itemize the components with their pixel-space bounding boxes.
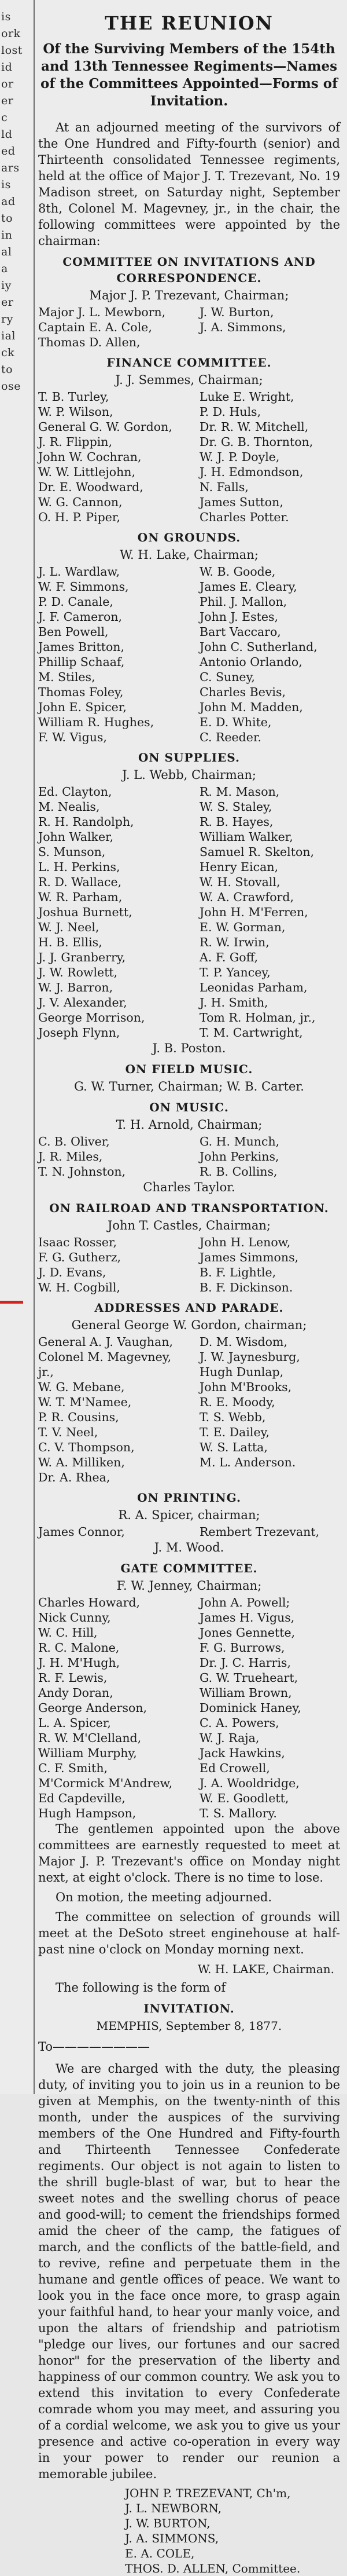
member-name: Dr. J. C. Harris, xyxy=(200,1656,291,1670)
committee-title: ON RAILROAD AND TRANSPORTATION. xyxy=(49,1201,329,1215)
member-name: Jack Hawkins, xyxy=(200,1746,285,1760)
member-name: C. B. Oliver, xyxy=(38,1135,110,1148)
member-name: James H. Vigus, xyxy=(200,1611,295,1624)
adjourn-paragraph: On motion, the meeting adjourned. xyxy=(56,1890,272,1904)
member-column-left xyxy=(38,305,189,350)
committee-chair: General George W. Gordon, chairman; xyxy=(71,1318,307,1332)
signature-line: J. A. SIMMONS, xyxy=(125,2531,219,2545)
left-fragment: ck xyxy=(1,346,15,359)
member-name: J. R. Miles, xyxy=(38,1150,103,1163)
member-name: W. W. Littlejohn, xyxy=(38,465,135,479)
member-name: J. L. Wardlaw, xyxy=(38,565,120,579)
member-name: P. D. Huls, xyxy=(200,405,261,419)
member-name: B. F. Lightle, xyxy=(200,1265,276,1279)
member-name: R. D. Wallace, xyxy=(38,875,122,889)
member-name: T. V. Neel, xyxy=(38,1425,98,1439)
signoff: W. H. LAKE, Chairman. xyxy=(197,1962,334,1976)
member-name: R. W. Irwin, xyxy=(200,935,270,949)
left-fragment: is xyxy=(1,10,11,23)
member-column-right xyxy=(189,305,340,350)
left-fragment: a xyxy=(1,262,8,275)
committee-title: ON SUPPLIES. xyxy=(138,751,240,764)
member-name: John W. Cochran, xyxy=(38,450,142,464)
member-name: John H. M'Ferren, xyxy=(200,905,308,919)
member-name-centered: Charles Taylor. xyxy=(143,1180,235,1194)
left-fragment: ry xyxy=(1,313,13,325)
member-column-right xyxy=(189,564,340,745)
member-name: J. W. Jaynesburg, xyxy=(200,1350,300,1364)
member-name: Andy Doran, xyxy=(38,1686,113,1700)
member-columns xyxy=(38,1134,340,1179)
left-fragment: or xyxy=(1,78,14,90)
member-columns xyxy=(38,1235,340,1295)
member-name: John J. Estes, xyxy=(200,610,279,624)
committee-title: ON GROUNDS. xyxy=(137,530,241,544)
committee-section xyxy=(38,254,340,350)
member-name-centered: J. B. Poston. xyxy=(152,1041,226,1055)
member-name: W. S. Latta, xyxy=(200,1440,268,1454)
committee-title: ON FIELD MUSIC. xyxy=(125,1062,253,1076)
member-name: E. W. Gorman, xyxy=(200,920,286,934)
committee-title: FINANCE COMMITTEE. xyxy=(106,356,272,369)
member-columns xyxy=(38,1334,340,1485)
member-name: Ed Crowell, xyxy=(200,1761,270,1775)
member-column-right xyxy=(189,1524,340,1539)
member-name: W. F. Simmons, xyxy=(38,580,129,594)
member-column-left xyxy=(38,389,189,525)
member-name: W. J. P. Doyle, xyxy=(200,450,280,464)
member-name: E. D. White, xyxy=(200,715,272,729)
signature-line: J. W. BURTON, xyxy=(125,2516,211,2530)
committee-section xyxy=(38,1300,340,1485)
member-name: James Connor, xyxy=(38,1525,125,1539)
left-fragment: er xyxy=(1,94,14,107)
member-column-left xyxy=(38,784,189,1040)
member-name: Antonio Orlando, xyxy=(200,655,302,669)
member-name: Dr. E. Woodward, xyxy=(38,480,143,494)
left-fragment: ars xyxy=(1,162,20,174)
left-fragment: ial xyxy=(1,330,16,342)
member-name: W. R. Parham, xyxy=(38,890,123,904)
left-fragment: c xyxy=(1,111,8,124)
member-column-left xyxy=(38,1334,189,1485)
member-name: James Sutton, xyxy=(200,495,283,509)
committee-section xyxy=(38,1490,340,1556)
member-columns xyxy=(38,389,340,525)
member-name: Jones Gennette, xyxy=(200,1626,296,1640)
member-name: J. H. M'Hugh, xyxy=(38,1656,120,1670)
member-name: R. F. Lewis, xyxy=(38,1671,108,1685)
form-line: The following is the form of xyxy=(56,1981,226,1995)
committee-chair: John T. Castles, Chairman; xyxy=(107,1219,271,1232)
member-name: J. W. Burton, xyxy=(200,305,274,319)
member-name: T. M. Cartwright, xyxy=(200,1026,303,1040)
member-columns xyxy=(38,1524,340,1539)
left-fragment: lost xyxy=(1,44,23,57)
member-name: John A. Powell; xyxy=(200,1596,290,1609)
member-column-right xyxy=(189,784,340,1040)
member-name: John Walker, xyxy=(38,830,114,844)
member-name: Captain E. A. Cole, xyxy=(38,320,152,334)
committee-section xyxy=(38,1560,340,1821)
member-name: G. H. Munch, xyxy=(200,1135,280,1148)
signature-block xyxy=(125,2486,340,2576)
member-name: John M'Brooks, xyxy=(200,1380,292,1394)
committee-title: COMMITTEE ON INVITATIONS AND CORRESPONDENCE. xyxy=(62,255,316,285)
member-name: R. B. Hayes, xyxy=(200,815,274,829)
article-title: THE REUNION xyxy=(105,12,274,34)
member-name: William Walker, xyxy=(200,830,293,844)
member-name: D. M. Wisdom, xyxy=(200,1335,287,1349)
left-fragment: to xyxy=(1,212,13,225)
member-name: L. H. Perkins, xyxy=(38,860,120,874)
member-name: P. D. Canale, xyxy=(38,595,113,609)
member-column-right xyxy=(189,1334,340,1485)
committee-section xyxy=(38,749,340,1056)
member-column-right xyxy=(189,1595,340,1821)
member-name: Henry Eican, xyxy=(200,860,279,874)
member-name: F. W. Vigus, xyxy=(38,730,107,744)
left-fragment: id xyxy=(1,61,13,74)
notice-paragraph: The gentlemen appointed upon the above committees are earnestly requested to meet at Major J. P. Trezevant's office on Monday night next, at eight o'clock. There is no time to lose. xyxy=(38,1822,340,1885)
member-name: Hugh Hampson, xyxy=(38,1806,136,1820)
invitation-body: We are charged with the duty, the pleasing duty, of inviting you to join us in a reunion to be given at Memphis, on the twenty-ninth of this month, under the auspices of the surviving members of the One Hundred and Fifty-fourth and Thirteenth Tennessee Confederate regiments. Our object is not again to listen to the shrill bugle-blast of war, but to hear the sweet notes and the swelling chorus of peace and good-will; to cement the friendships formed amid the cheer of the camp, the fatigues of march, and the conflicts of the battle-field, and to revive, refine and perpetuate them in the humane and gentle offices of peace. We want to look you in the face once more, to grasp again your faithful hand, to hear your manly voice, and upon the altars of friendship and patriotism "pledge our lives, our fortunes and our sacred honor" for the preservation of the liberty and happiness of our common country. We ask you to extend this invitation to every Confederate comrade whom you may meet, and assuring you of a cordial welcome, we ask you to give us your presence and active co-operation in every way in your power to render our reunion a memorable jubilee. xyxy=(38,2062,340,2481)
member-name: Thomas D. Allen, xyxy=(38,335,141,349)
member-name: Colonel M. Magevney, jr., xyxy=(38,1350,172,1379)
member-columns xyxy=(38,784,340,1040)
member-name: William Brown, xyxy=(200,1686,292,1700)
member-name: P. R. Cousins, xyxy=(38,1410,119,1424)
member-name: R. W. M'Clelland, xyxy=(38,1731,142,1745)
member-name: W. G. Cannon, xyxy=(38,495,123,509)
member-name: R. H. Randolph, xyxy=(38,815,134,829)
member-name: General A. J. Vaughan, xyxy=(38,1335,174,1349)
committee-chair: J. J. Semmes, Chairman; xyxy=(115,373,263,387)
member-name: M. Nealis, xyxy=(38,800,100,814)
member-name: W. P. Wilson, xyxy=(38,405,113,419)
member-name: C. Reeder. xyxy=(200,730,262,744)
member-name: Dr. G. B. Thornton, xyxy=(200,435,313,449)
member-name: W. T. M'Namee, xyxy=(38,1395,132,1409)
member-name: Ed Capdeville, xyxy=(38,1791,125,1805)
member-name: J. V. Alexander, xyxy=(38,996,127,1009)
member-name: James Britton, xyxy=(38,640,125,654)
member-name: John Perkins, xyxy=(200,1150,279,1163)
member-name: Joshua Burnett, xyxy=(38,905,132,919)
member-name: T. E. Dailey, xyxy=(200,1425,270,1439)
member-name: William Murphy, xyxy=(38,1746,137,1760)
signature-line: J. L. NEWBORN, xyxy=(125,2501,222,2515)
member-name: W. H. Cogbill, xyxy=(38,1280,120,1294)
member-column-left xyxy=(38,1524,189,1539)
member-name: James Simmons, xyxy=(200,1250,299,1264)
member-name: Thomas Foley, xyxy=(38,685,124,699)
member-name: General G. W. Gordon, xyxy=(38,420,172,434)
left-fragment: ad xyxy=(1,195,16,208)
member-name: W. J. Barron, xyxy=(38,980,113,994)
member-name-centered: J. M. Wood. xyxy=(154,1541,224,1554)
member-column-right xyxy=(189,389,340,525)
member-name: T. P. Yancey, xyxy=(200,965,271,979)
member-name: W. S. Staley, xyxy=(200,800,272,814)
dateline: MEMPHIS, September 8, 1877. xyxy=(96,2019,282,2033)
signature-line: THOS. D. ALLEN, Committee. xyxy=(125,2562,301,2575)
member-column-left xyxy=(38,1595,189,1821)
member-name: T. S. Mallory. xyxy=(200,1806,277,1820)
article-subheading: Of the Surviving Members of the 154th and 13th Tennessee Regiments—Names of the Committees Appointed—Forms of Invitation. xyxy=(40,41,338,109)
red-marker xyxy=(0,1301,23,1304)
member-column-right xyxy=(189,1134,340,1179)
committee-section xyxy=(38,1061,340,1095)
member-name: John M. Madden, xyxy=(200,700,303,714)
member-column-left xyxy=(38,1235,189,1295)
committee-section xyxy=(38,1099,340,1195)
member-name: W. A. Crawford, xyxy=(200,890,294,904)
member-column-right xyxy=(189,1235,340,1295)
left-fragment: ed xyxy=(1,145,16,158)
member-name: John C. Sutherland, xyxy=(200,640,318,654)
member-name: B. F. Dickinson. xyxy=(200,1280,293,1294)
committee-chair: R. A. Spicer, chairman; xyxy=(118,1508,260,1522)
committee-list xyxy=(38,254,340,1821)
member-name: Dr. R. W. Mitchell, xyxy=(200,420,309,434)
member-name: Isaac Rosser, xyxy=(38,1235,117,1249)
member-name: John H. Lenow, xyxy=(200,1235,291,1249)
member-name: Luke E. Wright, xyxy=(200,390,294,404)
member-name: M'Cormick M'Andrew, xyxy=(38,1776,173,1790)
committee-title: ADDRESSES AND PARADE. xyxy=(94,1301,284,1315)
member-name: M. Stiles, xyxy=(38,670,95,684)
committee-section xyxy=(38,354,340,525)
member-columns xyxy=(38,1595,340,1821)
member-column-left xyxy=(38,564,189,745)
left-fragment: er xyxy=(1,296,14,309)
member-name: J. A. Wooldridge, xyxy=(200,1776,300,1790)
committee-title: ON MUSIC. xyxy=(149,1100,229,1114)
member-name: N. Falls, xyxy=(200,480,249,494)
committee-section xyxy=(38,529,340,745)
member-name: Dominick Haney, xyxy=(200,1701,301,1715)
left-fragment: iy xyxy=(1,279,12,292)
committee-chair: T. H. Arnold, Chairman; xyxy=(116,1118,263,1132)
member-name: J. F. Cameron, xyxy=(38,610,123,624)
left-fragment: to xyxy=(1,363,13,376)
member-name: J. D. Evans, xyxy=(38,1265,106,1279)
member-columns xyxy=(38,305,340,350)
column-rule xyxy=(34,0,35,2094)
member-name: W. H. Stovall, xyxy=(200,875,280,889)
member-name: S. Munson, xyxy=(38,845,106,859)
member-name: R. C. Malone, xyxy=(38,1641,120,1655)
member-name: Dr. A. Rhea, xyxy=(38,1470,110,1484)
member-name: W. C. Hill, xyxy=(38,1626,98,1640)
member-name: C. A. Powers, xyxy=(200,1716,279,1730)
member-name: W. J. Raja, xyxy=(200,1731,260,1745)
member-name: C. F. Smith, xyxy=(38,1761,108,1775)
member-name: J. W. Rowlett, xyxy=(38,965,118,979)
member-name: Charles Howard, xyxy=(38,1596,141,1609)
member-name: John E. Spicer, xyxy=(38,700,127,714)
left-fragment: is xyxy=(1,178,11,191)
committee-chair: F. W. Jenney, Chairman; xyxy=(116,1579,262,1593)
left-fragment: ork xyxy=(1,27,21,40)
member-name: F. G. Burrows, xyxy=(200,1641,285,1655)
member-name: Hugh Dunlap, xyxy=(200,1365,284,1379)
member-name: J. A. Simmons, xyxy=(200,320,286,334)
member-name: R. B. Collins, xyxy=(200,1165,278,1179)
member-name: George Anderson, xyxy=(38,1701,147,1715)
signature-line: JOHN P. TREZEVANT, Ch'm, xyxy=(125,2486,291,2500)
to-line: To———————— xyxy=(38,2040,150,2054)
member-name: W. E. Goodlett, xyxy=(200,1791,289,1805)
grounds-paragraph: The committee on selection of grounds will meet at the DeSoto street enginehouse at half-past nine o'clock on Monday morning next. xyxy=(38,1910,340,1956)
member-name: W. B. Goode, xyxy=(200,565,276,579)
member-name: William R. Hughes, xyxy=(38,715,154,729)
member-name: C. V. Thompson, xyxy=(38,1440,135,1454)
member-name: J. R. Flippin, xyxy=(38,435,112,449)
member-name: Charles Potter. xyxy=(200,510,289,524)
member-name: George Morrison, xyxy=(38,1011,145,1024)
left-fragment: in xyxy=(1,229,13,241)
member-name: Rembert Trezevant, xyxy=(200,1525,320,1539)
member-name: F. G. Gutherz, xyxy=(38,1250,121,1264)
member-name: L. A. Spicer, xyxy=(38,1716,111,1730)
member-name: J. H. Edmondson, xyxy=(200,465,304,479)
left-fragment: ose xyxy=(1,380,21,393)
member-name: T. N. Johnston, xyxy=(38,1165,126,1179)
signature-line: E. A. COLE, xyxy=(125,2546,195,2560)
member-name: W. A. Milliken, xyxy=(38,1455,125,1469)
intro-paragraph: At an adjourned meeting of the survivors of the One Hundred and Fifty-fourth (senior) and Thirteenth consolidated Tennessee regiments, held at the office of Major J. T. Trezevant, No. 19 Madison street, on Saturday night, September 8th, Colonel M. Magevney, jr., in the chair, the following committees were appointed by the chairman: xyxy=(38,120,340,248)
left-fragment: al xyxy=(1,246,12,258)
member-name: J. H. Smith, xyxy=(200,996,268,1009)
member-name: Tom R. Holman, jr., xyxy=(200,1011,316,1024)
member-name: James E. Cleary, xyxy=(200,580,297,594)
member-column-left xyxy=(38,1134,189,1179)
member-name: W. G. Mebane, xyxy=(38,1380,125,1394)
member-name: R. M. Mason, xyxy=(200,785,280,799)
left-column-fragments xyxy=(0,0,34,2094)
left-fragment: ld xyxy=(1,128,13,141)
member-name: H. B. Ellis, xyxy=(38,935,102,949)
member-name: Leonidas Parham, xyxy=(200,980,308,994)
member-name: T. B. Turley, xyxy=(38,390,109,404)
member-name: Charles Bevis, xyxy=(200,685,286,699)
member-name: T. S. Webb, xyxy=(200,1410,266,1424)
member-name: Bart Vaccaro, xyxy=(200,625,281,639)
member-name: Joseph Flynn, xyxy=(38,1026,120,1040)
member-name: G. W. Trueheart, xyxy=(200,1671,298,1685)
committee-chair: W. H. Lake, Chairman; xyxy=(120,548,259,562)
member-name: Ed. Clayton, xyxy=(38,785,112,799)
member-name: O. H. P. Piper, xyxy=(38,510,120,524)
committee-chair: Major J. P. Trezevant, Chairman; xyxy=(89,288,289,302)
member-name: C. Suney, xyxy=(200,670,255,684)
member-name: M. L. Anderson. xyxy=(200,1455,296,1469)
member-name: Major J. L. Mewborn, xyxy=(38,305,166,319)
member-name: Phillip Schaaf, xyxy=(38,655,125,669)
member-name: Nick Cunny, xyxy=(38,1611,111,1624)
committee-chair: J. L. Webb, Chairman; xyxy=(122,768,256,782)
member-name: W. J. Neel, xyxy=(38,920,99,934)
member-name: J. J. Granberry, xyxy=(38,950,126,964)
invitation-heading: INVITATION. xyxy=(143,2001,235,2015)
member-name: R. E. Moody, xyxy=(200,1395,275,1409)
committee-title: GATE COMMITTEE. xyxy=(120,1561,258,1575)
member-name: Ben Powell, xyxy=(38,625,109,639)
member-name: Phil. J. Mallon, xyxy=(200,595,287,609)
member-columns xyxy=(38,564,340,745)
committee-inline: G. W. Turner, Chairman; W. B. Carter. xyxy=(74,1080,304,1093)
committee-section xyxy=(38,1200,340,1295)
committee-title: ON PRINTING. xyxy=(137,1491,241,1505)
article xyxy=(38,12,340,2576)
member-name: Samuel R. Skelton, xyxy=(200,845,315,859)
member-name: A. F. Goff, xyxy=(200,950,258,964)
